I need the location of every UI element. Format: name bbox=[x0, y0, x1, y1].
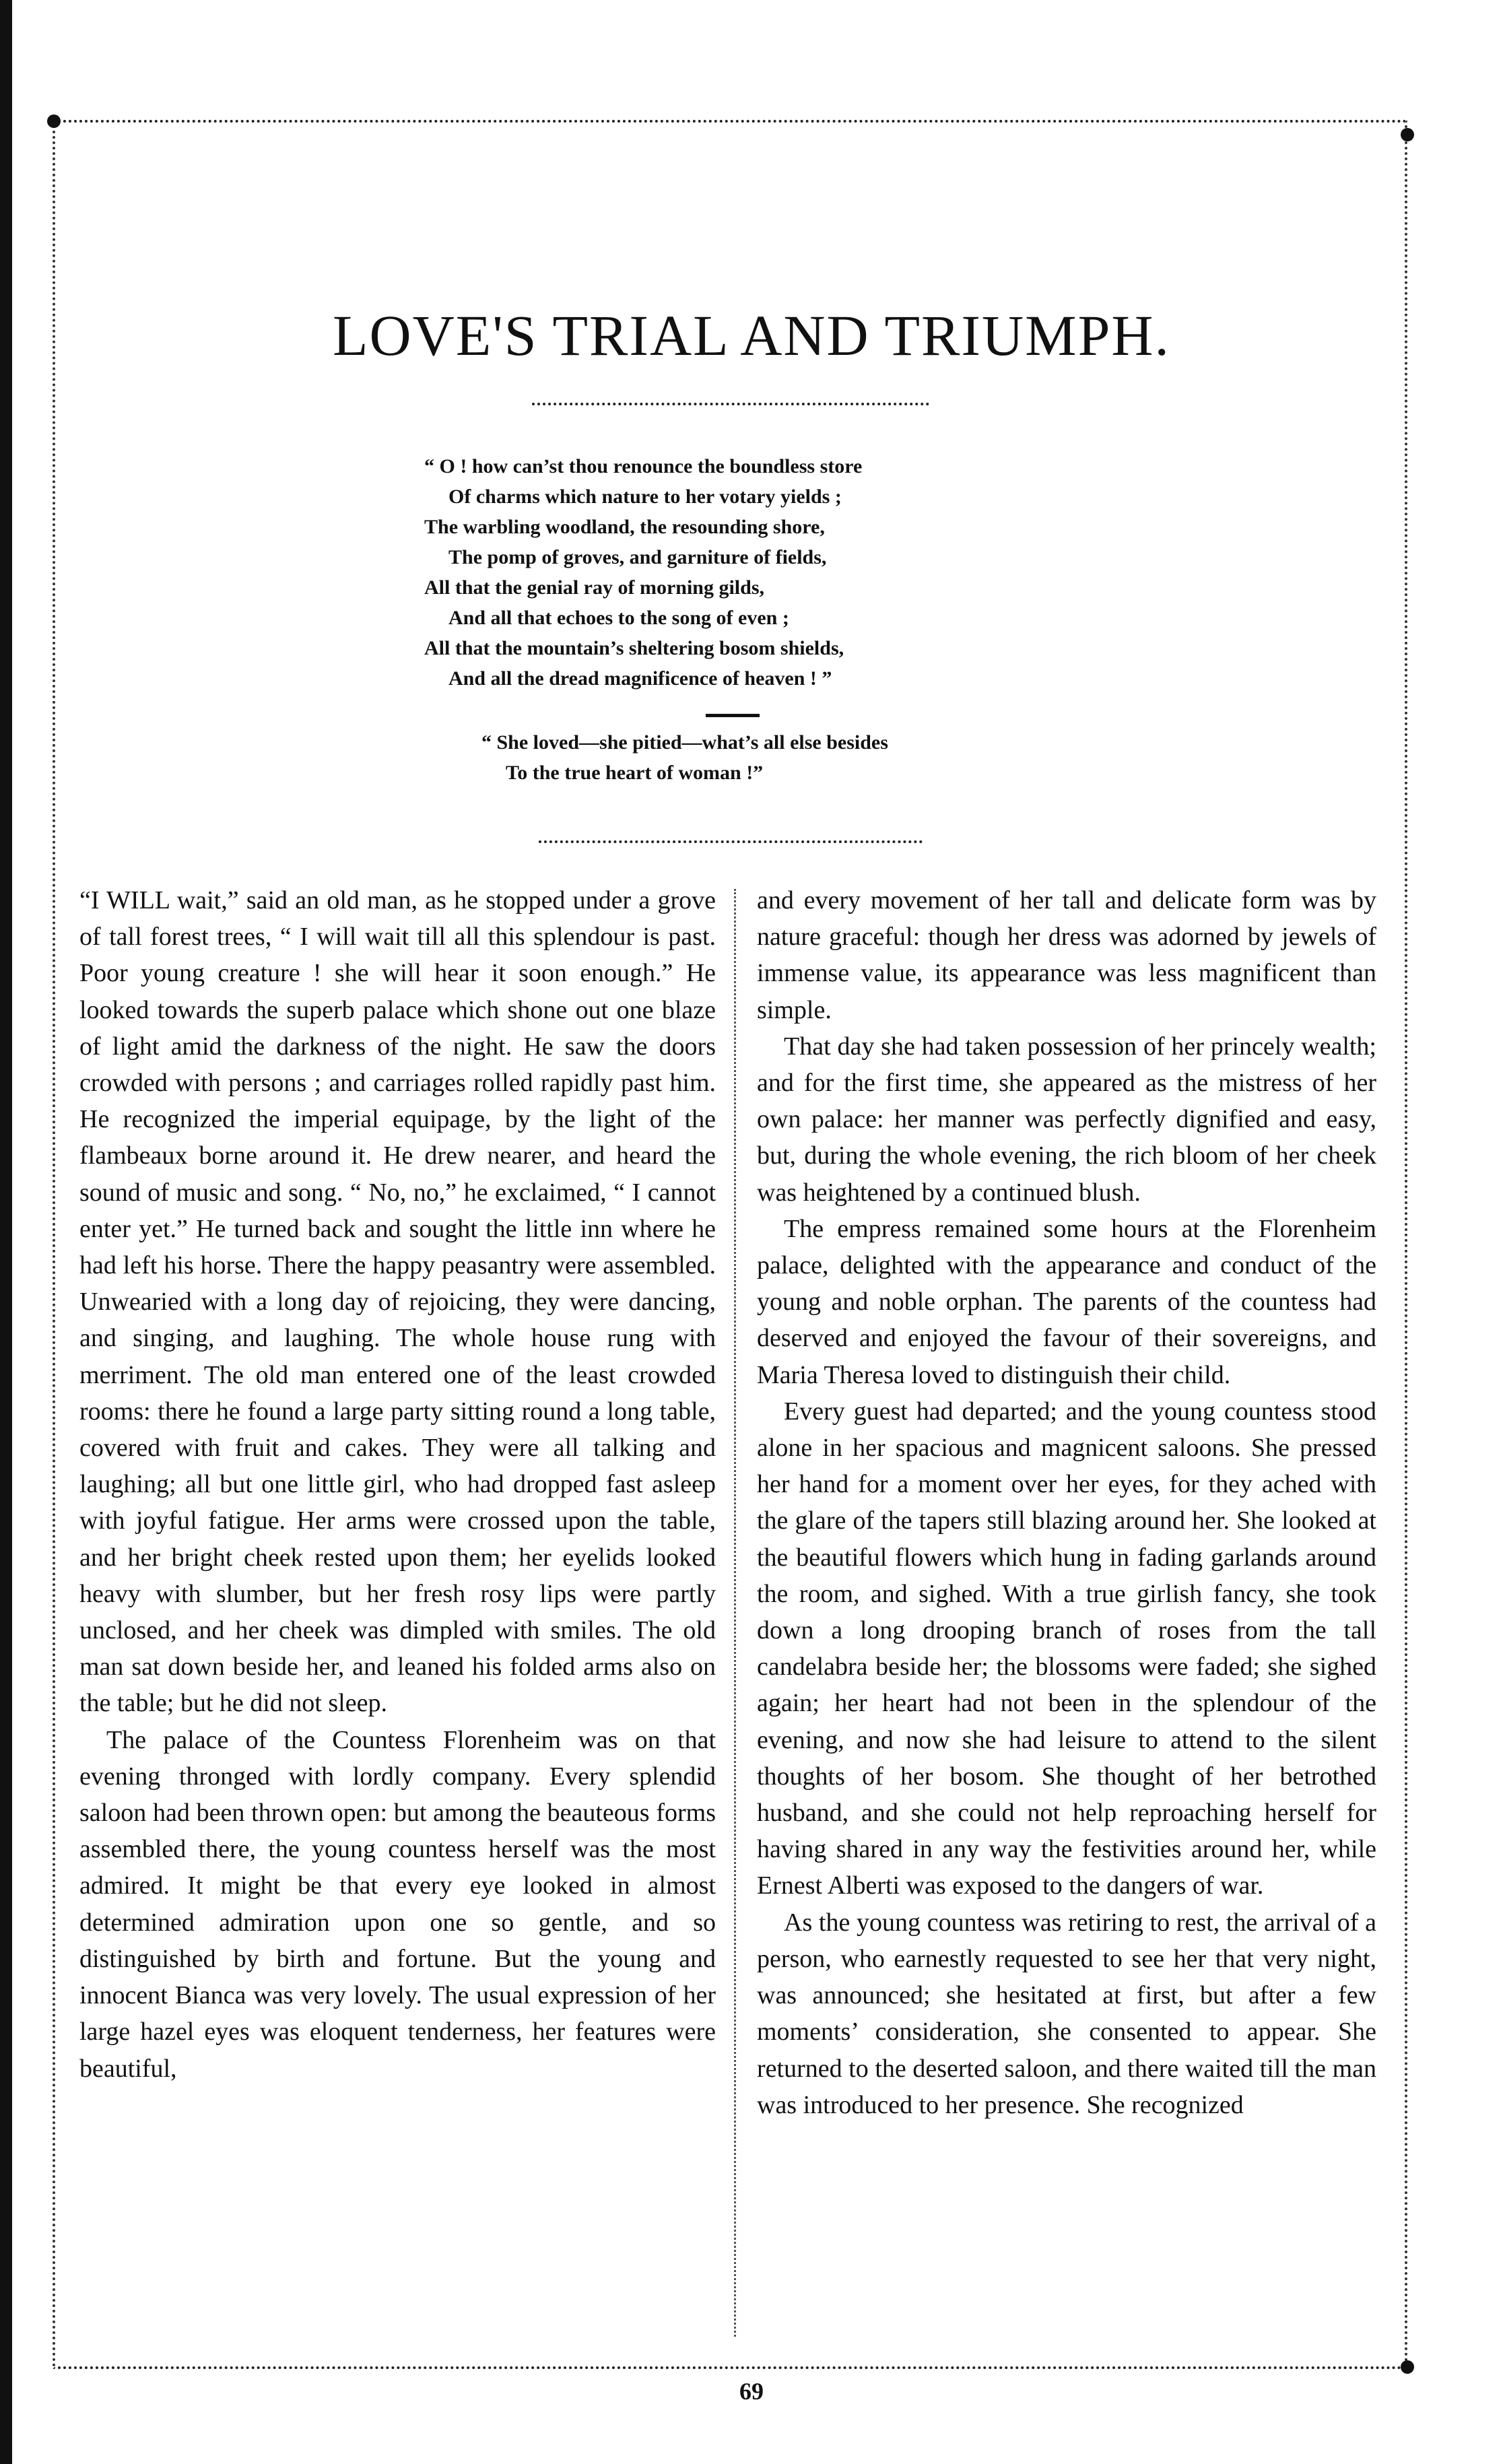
epigraph-poem bbox=[424, 451, 1098, 694]
epigraph-line: The pomp of groves, and garniture of fields, bbox=[448, 546, 827, 568]
right-column bbox=[757, 882, 1376, 2123]
paragraph: Every guest had departed; and the young countess stood alone in her spacious and magnicent saloons. She pressed her hand for a moment over her eyes, for they ached with the glare of the tapers still blazing around her. She looked at the beautiful flowers which hung in fading garlands around the room, and sighed. With a true girlish fancy, she took down a long drooping branch of roses from the tall candelabra beside her; the blossoms were faded; she sighed again; her heart had not been in the splendour of the evening, and now she had leisure to attend to the silent thoughts of her bosom. She thought of her betrothed husband, and she could not help reproaching herself for having shared in any way the festivities around her, while Ernest Alberti was exposed to the dangers of war. bbox=[757, 1397, 1376, 1900]
frame-corner-ornament bbox=[1401, 2360, 1414, 2374]
column-divider bbox=[734, 889, 736, 2337]
epigraph-line: And all that echoes to the song of even ; bbox=[448, 607, 789, 629]
paragraph: “I WILL wait,” said an old man, as he stopped under a grove of tall forest trees, “ I will wait till all this splendour is past. Poor young creature ! she will hear it soon enough.” He looked towards the superb palace which shone out one blaze of light amid the darkness of the night. He saw the doors crowded with persons ; and carriages rolled rapidly past him. He recognized the imperial equipage, by the light of the flambeaux borne around it. He drew nearer, and heard the sound of music and song. “ No, no,” he exclaimed, “ I cannot enter yet.” He turned back and sought the little inn where he had left his horse. There the happy peasantry were assembled. Unwearied with a long day of rejoicing, they were dancing, and singing, and laughing. The whole house rung with merriment. The old man entered one of the least crowded rooms: there he found a large party sitting round a long table, covered with fruit and cakes. They were all talking and laughing; all but one little girl, who had dropped fast asleep with joyful fatigue. Her arms were crossed upon the table, and her bright cheek rested upon them; her eyelids looked heavy with slumber, but her fresh rosy lips were partly unclosed, and her cheek was dimpled with smiles. The old man sat down beside her, and leaned his folded arms also on the table; but he did not sleep. bbox=[79, 886, 716, 1718]
page-edge bbox=[0, 0, 12, 2464]
page-number: 69 bbox=[739, 2378, 764, 2405]
epigraph-rule bbox=[539, 840, 923, 843]
epigraph-divider bbox=[706, 714, 760, 717]
epigraph-line: And all the dread magnificence of heaven ! ” bbox=[448, 667, 832, 690]
paragraph: The empress remained some hours at the Florenheim palace, delighted with the appearance and conduct of the young and noble orphan. The parents of the countess had deserved and enjoyed the favour of their sovereigns, and Maria Theresa loved to distinguish their child. bbox=[757, 1214, 1376, 1389]
epigraph-line: The warbling woodland, the resounding shore, bbox=[424, 516, 825, 538]
epigraph-line: “ O ! how can’st thou renounce the boundless store bbox=[424, 455, 863, 477]
paragraph: The palace of the Countess Florenheim was on that evening thronged with lordly company. Every splendid saloon had been thrown open: but among the beauteous forms assembled there, the young countess herself was the most admired. It might be that every eye looked in almost determined admiration upon one so gentle, and so distinguished by birth and fortune. But the young and innocent Bianca was very lovely. The usual expression of her large hazel eyes was eloquent tenderness, her features were beautiful, bbox=[79, 1725, 716, 2083]
left-column bbox=[79, 882, 716, 2087]
article-title: LOVE'S TRIAL AND TRIUMPH. bbox=[332, 303, 1171, 368]
epigraph-line: All that the genial ray of morning gilds, bbox=[424, 576, 765, 599]
epigraph-line: All that the mountain’s sheltering bosom shields, bbox=[424, 637, 844, 659]
epigraph-quote bbox=[481, 727, 1088, 788]
paragraph: and every movement of her tall and delicate form was by nature graceful: though her dress was adorned by jewels of immense value, its appearance was less magnificent than simple. bbox=[757, 886, 1376, 1024]
epigraph-quote-line: To the true heart of woman !” bbox=[506, 762, 764, 784]
paragraph: As the young countess was retiring to rest, the arrival of a person, who earnestly requested to see her that very night, was announced; she hesitated at first, but after a few moments’ consideration, she consented to appear. She returned to the deserted saloon, and there waited till the man was introduced to her presence. She recognized bbox=[757, 1908, 1376, 2119]
frame-corner-ornament bbox=[1401, 128, 1414, 141]
frame-corner-ornament bbox=[47, 114, 61, 128]
title-rule bbox=[532, 403, 929, 405]
epigraph-quote-line: “ She loved—she pitied—what’s all else besides bbox=[481, 731, 888, 754]
paragraph: That day she had taken possession of her princely wealth; and for the first time, she appeared as the mistress of her own palace: her manner was perfectly dignified and easy, but, during the whole evening, the rich bloom of her cheek was heightened by a continued blush. bbox=[757, 1032, 1376, 1207]
epigraph-line: Of charms which nature to her votary yields ; bbox=[448, 486, 842, 508]
